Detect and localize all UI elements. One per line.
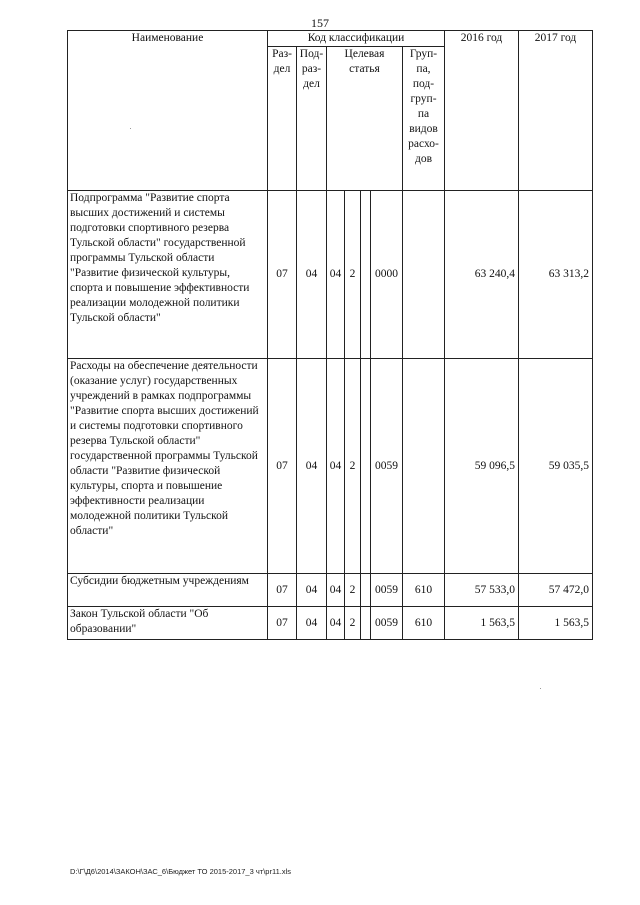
cell-razdel: 07 bbox=[268, 607, 297, 640]
cell-vr: 610 bbox=[403, 574, 445, 607]
file-path-footer: D:\Г\Д6\2014\ЗАКОН\ЗАС_6\Бюджет ТО 2015-2017_3 чт\pr11.xls bbox=[70, 867, 291, 876]
header-code-group: Код классификации bbox=[268, 31, 445, 47]
row-name: Подпрограмма "Развитие спорта высших достижений и системы подготовки спортивного резерва Тульской области" государственной программы Тульской области "Развитие физической культуры, спорта и повышение эффективности реализации молодежной политики Тульской области" bbox=[68, 191, 268, 359]
header-row-top bbox=[68, 31, 593, 47]
cell-vr bbox=[403, 191, 445, 359]
cell-cs-direction: 0059 bbox=[371, 359, 403, 574]
table-row bbox=[68, 607, 593, 640]
cell-razdel: 07 bbox=[268, 574, 297, 607]
cell-2016: 63 240,4 bbox=[445, 191, 519, 359]
cell-cs-blank bbox=[361, 607, 371, 640]
cell-2017: 63 313,2 bbox=[519, 191, 593, 359]
page-number: 157 bbox=[311, 16, 329, 30]
cell-cs-subprogram: 2 bbox=[345, 359, 361, 574]
table-row bbox=[68, 191, 593, 359]
header-razdel: Раз- дел bbox=[268, 47, 297, 191]
table-row bbox=[68, 574, 593, 607]
cell-cs-subprogram: 2 bbox=[345, 191, 361, 359]
header-podrazdel: Под- раз- дел bbox=[297, 47, 327, 191]
cell-cs-subprogram: 2 bbox=[345, 607, 361, 640]
cell-cs-program: 04 bbox=[327, 607, 345, 640]
cell-podrazdel: 04 bbox=[297, 574, 327, 607]
header-gruppa-vidov-rashodov: Груп- па, под- груп- па видов расхо- дов bbox=[403, 47, 445, 191]
cell-razdel: 07 bbox=[268, 359, 297, 574]
header-name: Наименование bbox=[68, 31, 268, 191]
header-year-2017: 2017 год bbox=[519, 31, 593, 191]
cell-vr bbox=[403, 359, 445, 574]
cell-cs-program: 04 bbox=[327, 574, 345, 607]
cell-razdel: 07 bbox=[268, 191, 297, 359]
budget-table bbox=[67, 30, 593, 640]
cell-cs-direction: 0059 bbox=[371, 574, 403, 607]
row-name: Закон Тульской области "Об образовании" bbox=[68, 607, 268, 640]
cell-2017: 1 563,5 bbox=[519, 607, 593, 640]
cell-cs-program: 04 bbox=[327, 359, 345, 574]
scan-speck bbox=[130, 128, 131, 129]
header-year-2016: 2016 год bbox=[445, 31, 519, 191]
cell-cs-blank bbox=[361, 191, 371, 359]
scan-speck bbox=[540, 688, 541, 689]
cell-cs-blank bbox=[361, 574, 371, 607]
cell-2017: 57 472,0 bbox=[519, 574, 593, 607]
cell-podrazdel: 04 bbox=[297, 607, 327, 640]
cell-cs-subprogram: 2 bbox=[345, 574, 361, 607]
cell-cs-program: 04 bbox=[327, 191, 345, 359]
cell-cs-direction: 0059 bbox=[371, 607, 403, 640]
cell-vr: 610 bbox=[403, 607, 445, 640]
cell-podrazdel: 04 bbox=[297, 191, 327, 359]
row-name: Расходы на обеспечение деятельности (оказание услуг) государственных учреждений в рамках подпрограммы "Развитие спорта высших достижений и системы подготовки спортивного резерва Тульской области" государственной программы Тульской области "Развитие физической культуры, спорта и повышение эффективности реализации молодежной политики Тульской области" bbox=[68, 359, 268, 574]
row-name: Субсидии бюджетным учреждениям bbox=[68, 574, 268, 607]
cell-cs-blank bbox=[361, 359, 371, 574]
table-row bbox=[68, 359, 593, 574]
cell-2016: 1 563,5 bbox=[445, 607, 519, 640]
header-celevaya-statya: Целевая статья bbox=[327, 47, 403, 191]
cell-cs-direction: 0000 bbox=[371, 191, 403, 359]
cell-2016: 59 096,5 bbox=[445, 359, 519, 574]
cell-2016: 57 533,0 bbox=[445, 574, 519, 607]
cell-2017: 59 035,5 bbox=[519, 359, 593, 574]
cell-podrazdel: 04 bbox=[297, 359, 327, 574]
